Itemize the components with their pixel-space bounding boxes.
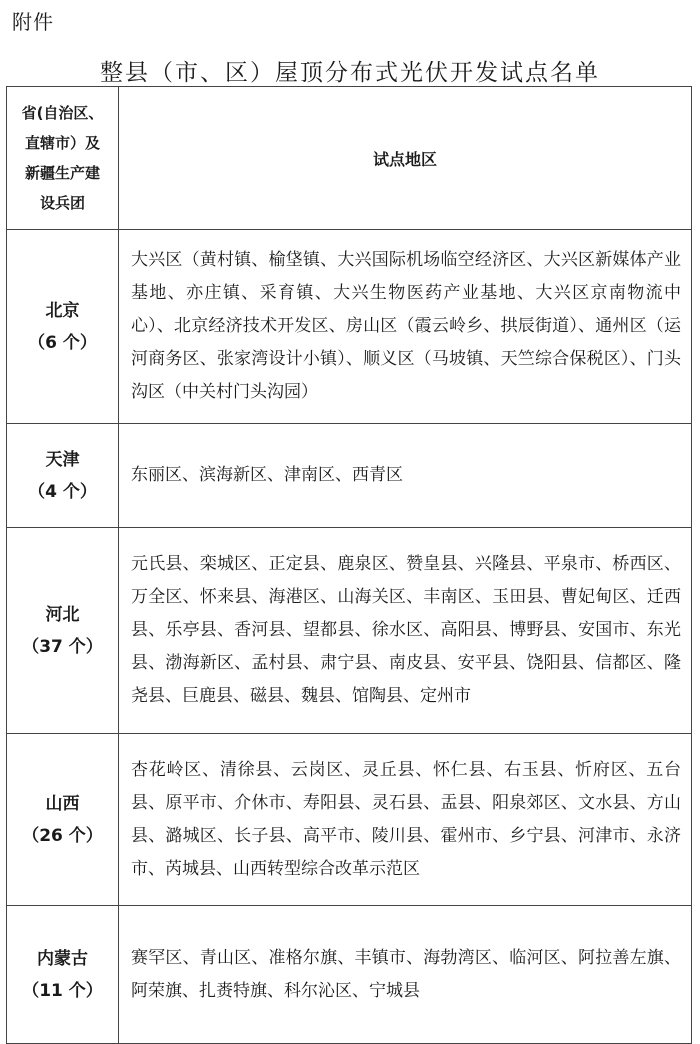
table-row-hebei [7, 528, 692, 734]
province-header-line: 设兵团 [39, 194, 85, 212]
province-count: （37 个） [22, 636, 103, 657]
attachment-label: 附件 [12, 10, 54, 34]
province-header-line: 直辖市）及 [24, 134, 100, 152]
table-row-tianjin [7, 424, 692, 528]
table-row-shanxi [7, 734, 692, 906]
province-header-line: 省(自治区、 [21, 104, 104, 122]
province-cell [7, 230, 119, 424]
area-column-header: 试点地区 [119, 87, 692, 230]
province-cell [7, 734, 119, 906]
province-column-header [7, 87, 119, 230]
pilot-list-table [6, 86, 692, 1044]
province-name: 北京 [45, 300, 80, 321]
pilot-areas-cell: 元氏县、栾城区、正定县、鹿泉区、赞皇县、兴隆县、平泉市、桥西区、万全区、怀来县、海港区、山海关区、丰南区、玉田县、曹妃甸区、迁西县、乐亭县、香河县、望都县、徐水区、高阳县、博野县、安国市、东光县、渤海新区、孟村县、肃宁县、南皮县、安平县、饶阳县、信都区、隆尧县、巨鹿县、磁县、魏县、馆陶县、定州市 [119, 528, 692, 734]
province-count: （26 个） [22, 825, 103, 846]
province-cell [7, 424, 119, 528]
pilot-areas-cell: 大兴区（黄村镇、榆垡镇、大兴国际机场临空经济区、大兴区新媒体产业基地、亦庄镇、采育镇、大兴生物医药产业基地、大兴区京南物流中心）、北京经济技术开发区、房山区（霞云岭乡、拱辰街道）、通州区（运河商务区、张家湾设计小镇）、顺义区（马坡镇、天竺综合保税区）、门头沟区（中关村门头沟园） [119, 230, 692, 424]
table-row-inner-mongolia [7, 906, 692, 1044]
pilot-areas-cell: 杏花岭区、清徐县、云岗区、灵丘县、怀仁县、右玉县、忻府区、五台县、原平市、介休市、寿阳县、灵石县、盂县、阳泉郊区、文水县、方山县、潞城区、长子县、高平市、陵川县、霍州市、乡宁县、河津市、永济市、芮城县、山西转型综合改革示范区 [119, 734, 692, 906]
province-cell [7, 528, 119, 734]
page-title: 整县（市、区）屋顶分布式光伏开发试点名单 [100, 60, 600, 86]
province-name: 河北 [45, 604, 80, 625]
province-cell [7, 906, 119, 1044]
province-count: （4 个） [28, 481, 97, 502]
table-row-beijing [7, 230, 692, 424]
province-name: 山西 [45, 793, 80, 814]
pilot-areas-cell: 赛罕区、青山区、准格尔旗、丰镇市、海勃湾区、临河区、阿拉善左旗、阿荣旗、扎赉特旗、科尔沁区、宁城县 [119, 906, 692, 1044]
province-name: 天津 [45, 449, 80, 470]
table-header-row [7, 87, 692, 230]
province-count: （6 个） [28, 332, 97, 353]
province-count: （11 个） [22, 980, 103, 1001]
pilot-areas-cell: 东丽区、滨海新区、津南区、西青区 [119, 424, 692, 528]
province-header-line: 新疆生产建 [24, 164, 100, 182]
province-name: 内蒙古 [37, 948, 88, 969]
